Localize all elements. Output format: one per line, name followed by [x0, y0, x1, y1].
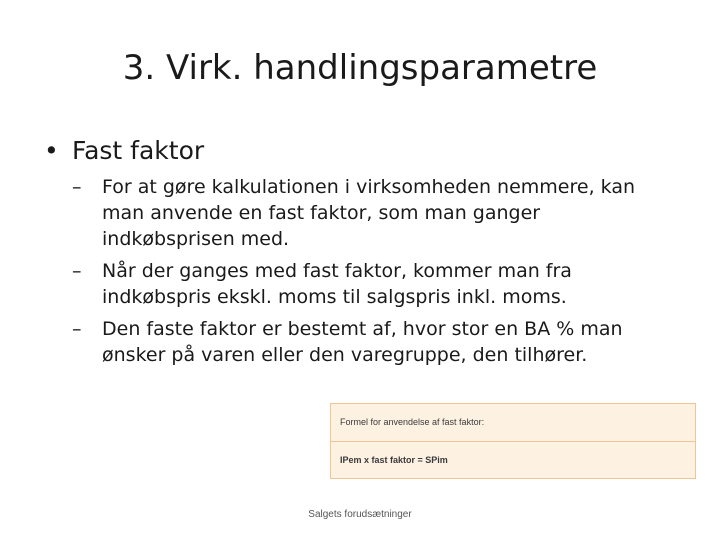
bullet-fast-faktor — [44, 134, 204, 168]
dash-marker: – — [72, 318, 82, 340]
subpoint-text: Den faste faktor er bestemt af, hvor stor en BA % man ønsker på varen eller den varegruppe, den tilhører. — [102, 318, 623, 366]
subpoint-3 — [72, 316, 672, 368]
formula-box — [330, 403, 696, 479]
subpoint-text: For at gøre kalkulationen i virksomheden nemmere, kan man anvende en fast faktor, som man ganger indkøbsprisen med. — [102, 176, 636, 250]
formula-text: IPem x fast faktor = SPim — [340, 455, 448, 465]
bullet-text: Fast faktor — [72, 136, 205, 165]
slide-footer: Salgets forudsætninger — [308, 509, 412, 520]
bullet-marker: • — [44, 136, 59, 165]
formula-heading: Formel for anvendelse af fast faktor: — [331, 404, 695, 442]
dash-marker: – — [72, 260, 82, 282]
dash-marker: – — [72, 176, 82, 198]
subpoint-text: Når der ganges med fast faktor, kommer man fra indkøbspris ekskl. moms til salgspris inkl. moms. — [102, 260, 572, 308]
slide-title: 3. Virk. handlingsparametre — [122, 48, 598, 88]
subpoint-list — [72, 174, 672, 374]
subpoint-2 — [72, 258, 672, 310]
subpoint-1 — [72, 174, 672, 252]
